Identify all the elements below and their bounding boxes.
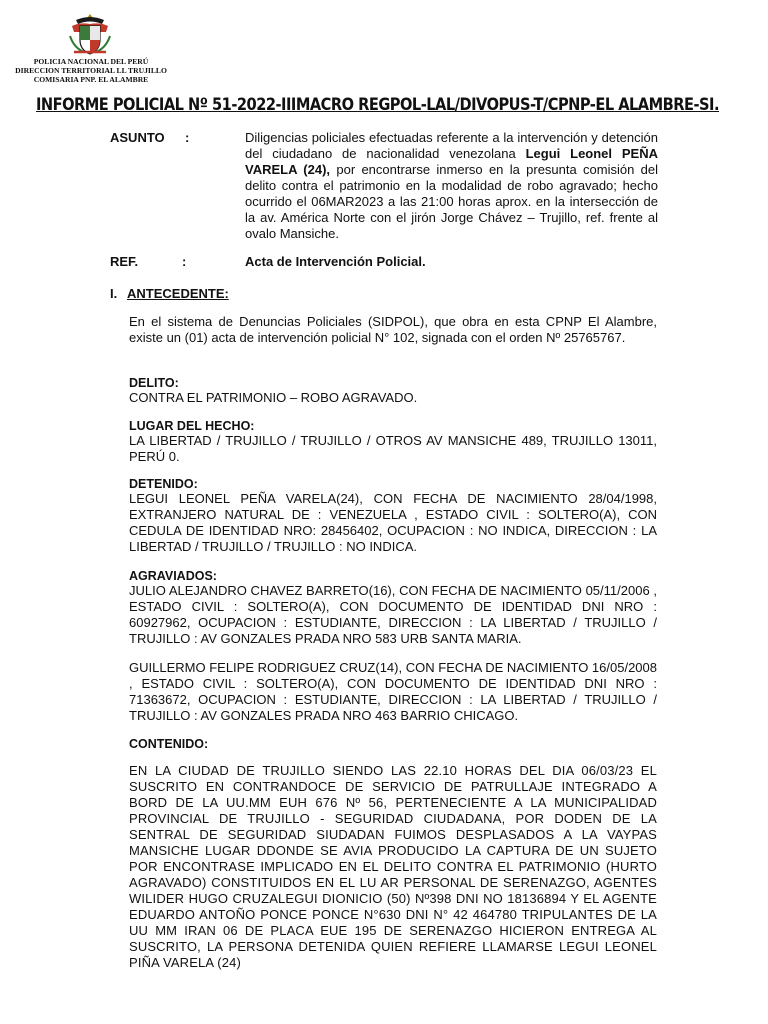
report-title: INFORME POLICIAL Nº 51-2022-IIIMACRO REGPOL-LAL/DIVOPUS-T/CPNP-EL ALAMBRE-SI. bbox=[36, 95, 720, 115]
section-title: ANTECEDENTE: bbox=[127, 286, 229, 301]
lugar-label: LUGAR DEL HECHO: bbox=[129, 419, 255, 433]
institution-line: COMISARIA PNP. EL ALAMBRE bbox=[33, 75, 149, 84]
detenido-text: LEGUI LEONEL PEÑA VARELA(24), CON FECHA DE NACIMIENTO 28/04/1998, EXTRANJERO NATURAL DE : VENEZUELA , ESTADO CIVIL : SOLTERO(A), CON CEDULA DE IDENTIDAD NRO: 28456402, OCUPACION : NO INDICA, DIRECCION : LA LIBERTAD / TRUJILLO / TRUJILLO : NO INDICA. bbox=[129, 491, 657, 554]
contenido-label: CONTENIDO: bbox=[129, 737, 209, 751]
detenido-label: DETENIDO: bbox=[129, 477, 198, 491]
asunto-colon: : bbox=[185, 130, 190, 145]
delito-label: DELITO: bbox=[129, 376, 179, 390]
ref-value: Acta de Intervención Policial. bbox=[245, 254, 426, 269]
contenido-text: EN LA CIUDAD DE TRUJILLO SIENDO LAS 22.10 HORAS DEL DIA 06/03/23 EL SUSCRITO EN CONTRANDOCE DE SERVICIO DE PATRULLAJE INTEGRADO A BORD DE LA UU.MM EUH 676 Nº 56, PERTENECIENTE A LA MUNICIPALIDAD PROVINCIAL DE TRUJILLO - SEGURIDAD CIUDADANA, POR DODEN DE LA SENTRAL DE SEGURIDAD SIUDADAN FUIMOS DESPLASADOS A LA VAYPAS MANSICHE LUGAR DDONDE SE AVIA PRODUCIDO LA CAPTURA DE UN SUJETO POR ENCONTRASE IMPLICADO EN EL DELITO CONTRA EL PATRIMONIO (HURTO AGRAVADO) CONSTITUIDOS EN EL LU AR PERSONAL DE SERENAZGO, AGENTES WILIDER HUGO CRUZALEGUI DIONICIO (50) Nº398 DNI NO 18136894 Y EL AGENTE EDUARDO ANTOÑO PONCE PONCE N°630 DNI N° 42 464780 TRIPULANTES DE LA UU MM IRAN 06 DE PLACA EUE 195 DE SERENAZGO HICIERON ENTREGA AL SUSCRITO, LA PERSONA DETENIDA QUIEN REFIERE LLAMARSE LEGUI LEONEL PIÑA VARELA (24) bbox=[129, 763, 657, 970]
lugar-text: LA LIBERTAD / TRUJILLO / TRUJILLO / OTROS AV MANSICHE 489, TRUJILLO 13011, PERÚ 0. bbox=[129, 433, 657, 464]
police-crest-icon bbox=[66, 12, 114, 56]
ref-colon: : bbox=[182, 254, 187, 269]
agraviados-label: AGRAVIADOS: bbox=[129, 569, 217, 583]
institution-line: POLICIA NACIONAL DEL PERÚ bbox=[33, 57, 149, 66]
asunto-text: Diligencias policiales efectuadas referente a la intervención y detención del ciudadano de nacionalidad venezolana Legui Leonel PEÑA VARELA (24), por encontrarse inmerso en la presunta comisión del delito contra el patrimonio en la modalidad de robo agravado; hecho ocurrido el 06MAR2023 a las 21:00 horas aprox. en la intersección de la av. América Norte con el jirón Jorge Chávez – Trujillo, ref. frente al ovalo Mansiche. bbox=[245, 130, 659, 241]
delito-text: CONTRA EL PATRIMONIO – ROBO AGRAVADO. bbox=[129, 390, 418, 405]
agraviado-text: GUILLERMO FELIPE RODRIGUEZ CRUZ(14), CON FECHA DE NACIMIENTO 16/05/2008 , ESTADO CIVIL : SOLTERO(A), CON DOCUMENTO DE IDENTIDAD DNI NRO : 71363672, OCUPACION : ESTUDIANTE, DIRECCION : LA LIBERTAD / TRUJILLO / TRUJILLO : AV GONZALES PRADA NRO 463 BARRIO CHICAGO. bbox=[129, 660, 657, 723]
asunto-label: ASUNTO bbox=[110, 130, 165, 145]
section-number: I. bbox=[110, 286, 118, 301]
institution-line: DIRECCION TERRITORIAL LL TRUJILLO bbox=[15, 66, 167, 75]
agraviado-text: JULIO ALEJANDRO CHAVEZ BARRETO(16), CON FECHA DE NACIMIENTO 05/11/2006 , ESTADO CIVIL : SOLTERO(A), CON DOCUMENTO DE IDENTIDAD DNI NRO : 60927962, OCUPACION : ESTUDIANTE, DIRECCION : LA LIBERTAD / TRUJILLO / TRUJILLO : AV GONZALES PRADA NRO 583 URB SANTA MARIA. bbox=[129, 583, 657, 646]
antecedente-intro: En el sistema de Denuncias Policiales (SIDPOL), que obra en esta CPNP El Alambre, existe un (01) acta de intervención policial N° 102, signada con el orden Nº 25765767. bbox=[129, 314, 657, 345]
ref-label: REF. bbox=[110, 254, 139, 269]
detainee-name: Legui Leonel PEÑA VARELA (24), bbox=[245, 146, 659, 177]
